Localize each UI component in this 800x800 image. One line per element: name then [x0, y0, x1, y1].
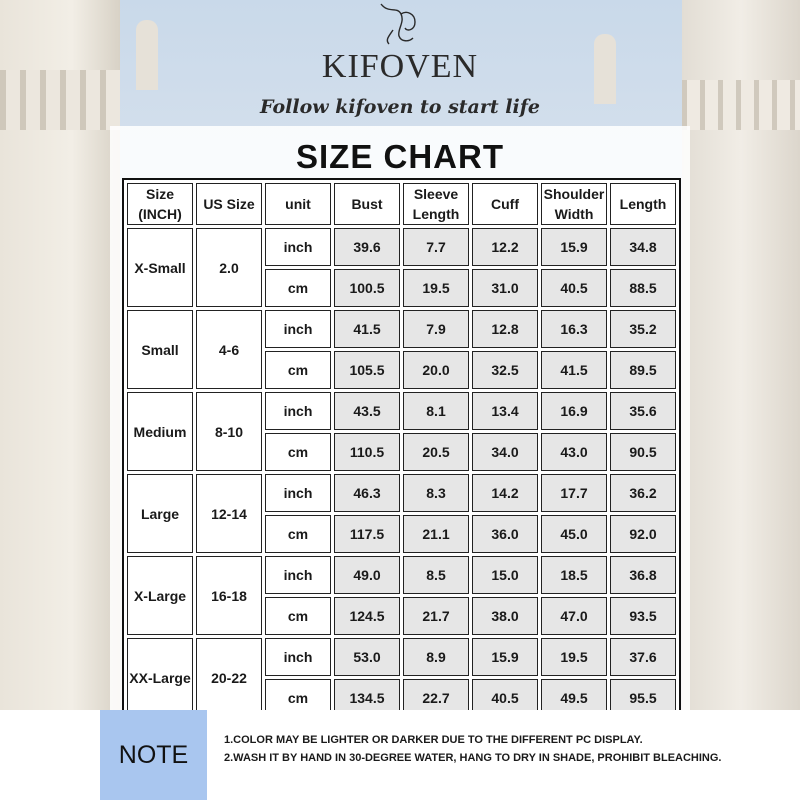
header-shoulder-width	[541, 183, 607, 225]
us-size-cell: 12-14	[196, 474, 262, 553]
us-size-cell: 20-22	[196, 638, 262, 717]
measurement-cell: 36.0	[472, 515, 538, 553]
measurement-cell: 47.0	[541, 597, 607, 635]
measurement-cell: 134.5	[334, 679, 400, 717]
measurement-cell: 93.5	[610, 597, 676, 635]
header-us-size: US Size	[196, 183, 262, 225]
measurement-cell: 49.0	[334, 556, 400, 594]
note-line-2: 2.WASH IT BY HAND IN 30-DEGREE WATER, HANG TO DRY IN SHADE, PROHIBIT BLEACHING.	[224, 752, 722, 764]
measurement-cell: 38.0	[472, 597, 538, 635]
header-shoulder-line2: Width	[554, 206, 594, 222]
measurement-cell: 90.5	[610, 433, 676, 471]
unit-cell: inch	[265, 392, 331, 430]
brand-tagline: Follow kifoven to start life	[260, 96, 540, 118]
table-row	[127, 556, 676, 594]
measurement-cell: 19.5	[403, 269, 469, 307]
measurement-cell: 19.5	[541, 638, 607, 676]
unit-cell: inch	[265, 228, 331, 266]
background-tower-left	[136, 20, 158, 90]
measurement-cell: 21.1	[403, 515, 469, 553]
unit-cell: cm	[265, 351, 331, 389]
measurement-cell: 17.7	[541, 474, 607, 512]
measurement-cell: 89.5	[610, 351, 676, 389]
measurement-cell: 49.5	[541, 679, 607, 717]
measurement-cell: 92.0	[610, 515, 676, 553]
header-length: Length	[610, 183, 676, 225]
us-size-cell: 2.0	[196, 228, 262, 307]
measurement-cell: 20.0	[403, 351, 469, 389]
measurement-cell: 13.4	[472, 392, 538, 430]
measurement-cell: 12.8	[472, 310, 538, 348]
table-row	[127, 638, 676, 676]
us-size-cell: 8-10	[196, 392, 262, 471]
header-sleeve-line1: Sleeve	[413, 186, 459, 202]
header-unit: unit	[265, 183, 331, 225]
measurement-cell: 36.8	[610, 556, 676, 594]
measurement-cell: 88.5	[610, 269, 676, 307]
table-header-row	[127, 183, 676, 225]
measurement-cell: 8.1	[403, 392, 469, 430]
measurement-cell: 14.2	[472, 474, 538, 512]
measurement-cell: 110.5	[334, 433, 400, 471]
header-size-line2: (INCH)	[138, 206, 182, 222]
unit-cell: cm	[265, 597, 331, 635]
note-text	[224, 731, 764, 767]
header-size	[127, 183, 193, 225]
background-building-left	[0, 0, 120, 710]
measurement-cell: 45.0	[541, 515, 607, 553]
measurement-cell: 34.8	[610, 228, 676, 266]
measurement-cell: 34.0	[472, 433, 538, 471]
measurement-cell: 39.6	[334, 228, 400, 266]
measurement-cell: 7.9	[403, 310, 469, 348]
unit-cell: cm	[265, 433, 331, 471]
us-size-cell: 16-18	[196, 556, 262, 635]
table-row	[127, 228, 676, 266]
measurement-cell: 95.5	[610, 679, 676, 717]
measurement-cell: 40.5	[541, 269, 607, 307]
measurement-cell: 32.5	[472, 351, 538, 389]
brand-header	[200, 0, 600, 125]
measurement-cell: 8.3	[403, 474, 469, 512]
measurement-cell: 105.5	[334, 351, 400, 389]
measurement-cell: 8.5	[403, 556, 469, 594]
size-name-cell: X-Large	[127, 556, 193, 635]
header-bust: Bust	[334, 183, 400, 225]
header-cuff: Cuff	[472, 183, 538, 225]
measurement-cell: 16.9	[541, 392, 607, 430]
measurement-cell: 46.3	[334, 474, 400, 512]
unit-cell: inch	[265, 638, 331, 676]
header-sleeve-length	[403, 183, 469, 225]
measurement-cell: 36.2	[610, 474, 676, 512]
header-size-line1: Size	[145, 186, 174, 202]
unit-cell: inch	[265, 556, 331, 594]
measurement-cell: 12.2	[472, 228, 538, 266]
measurement-cell: 117.5	[334, 515, 400, 553]
measurement-cell: 15.0	[472, 556, 538, 594]
measurement-cell: 7.7	[403, 228, 469, 266]
measurement-cell: 43.0	[541, 433, 607, 471]
size-name-cell: Large	[127, 474, 193, 553]
measurement-cell: 41.5	[541, 351, 607, 389]
table-row	[127, 392, 676, 430]
measurement-cell: 21.7	[403, 597, 469, 635]
us-size-cell: 4-6	[196, 310, 262, 389]
measurement-cell: 41.5	[334, 310, 400, 348]
note-line-1: 1.COLOR MAY BE LIGHTER OR DARKER DUE TO THE DIFFERENT PC DISPLAY.	[224, 734, 643, 746]
background-building-right	[682, 0, 800, 710]
unit-cell: inch	[265, 474, 331, 512]
size-name-cell: XX-Large	[127, 638, 193, 717]
size-name-cell: Medium	[127, 392, 193, 471]
unit-cell: cm	[265, 269, 331, 307]
table-row	[127, 310, 676, 348]
unit-cell: inch	[265, 310, 331, 348]
unit-cell: cm	[265, 679, 331, 717]
size-name-cell: X-Small	[127, 228, 193, 307]
measurement-cell: 43.5	[334, 392, 400, 430]
measurement-cell: 8.9	[403, 638, 469, 676]
size-name-cell: Small	[127, 310, 193, 389]
measurement-cell: 15.9	[472, 638, 538, 676]
brand-name: KIFOVEN	[321, 48, 479, 85]
note-label: NOTE	[100, 710, 207, 800]
measurement-cell: 15.9	[541, 228, 607, 266]
measurement-cell: 35.6	[610, 392, 676, 430]
measurement-cell: 53.0	[334, 638, 400, 676]
measurement-cell: 18.5	[541, 556, 607, 594]
measurement-cell: 100.5	[334, 269, 400, 307]
measurement-cell: 31.0	[472, 269, 538, 307]
page-title: SIZE CHART	[296, 138, 504, 175]
header-sleeve-line2: Length	[412, 206, 460, 222]
measurement-cell: 40.5	[472, 679, 538, 717]
table-row	[127, 474, 676, 512]
measurement-cell: 16.3	[541, 310, 607, 348]
measurement-cell: 20.5	[403, 433, 469, 471]
header-shoulder-line1: Shoulder	[543, 186, 605, 202]
measurement-cell: 37.6	[610, 638, 676, 676]
measurement-cell: 124.5	[334, 597, 400, 635]
unit-cell: cm	[265, 515, 331, 553]
measurement-cell: 35.2	[610, 310, 676, 348]
table-body	[127, 228, 676, 717]
measurement-cell: 22.7	[403, 679, 469, 717]
size-table	[122, 178, 681, 722]
face-line-logo-icon	[375, 0, 425, 48]
